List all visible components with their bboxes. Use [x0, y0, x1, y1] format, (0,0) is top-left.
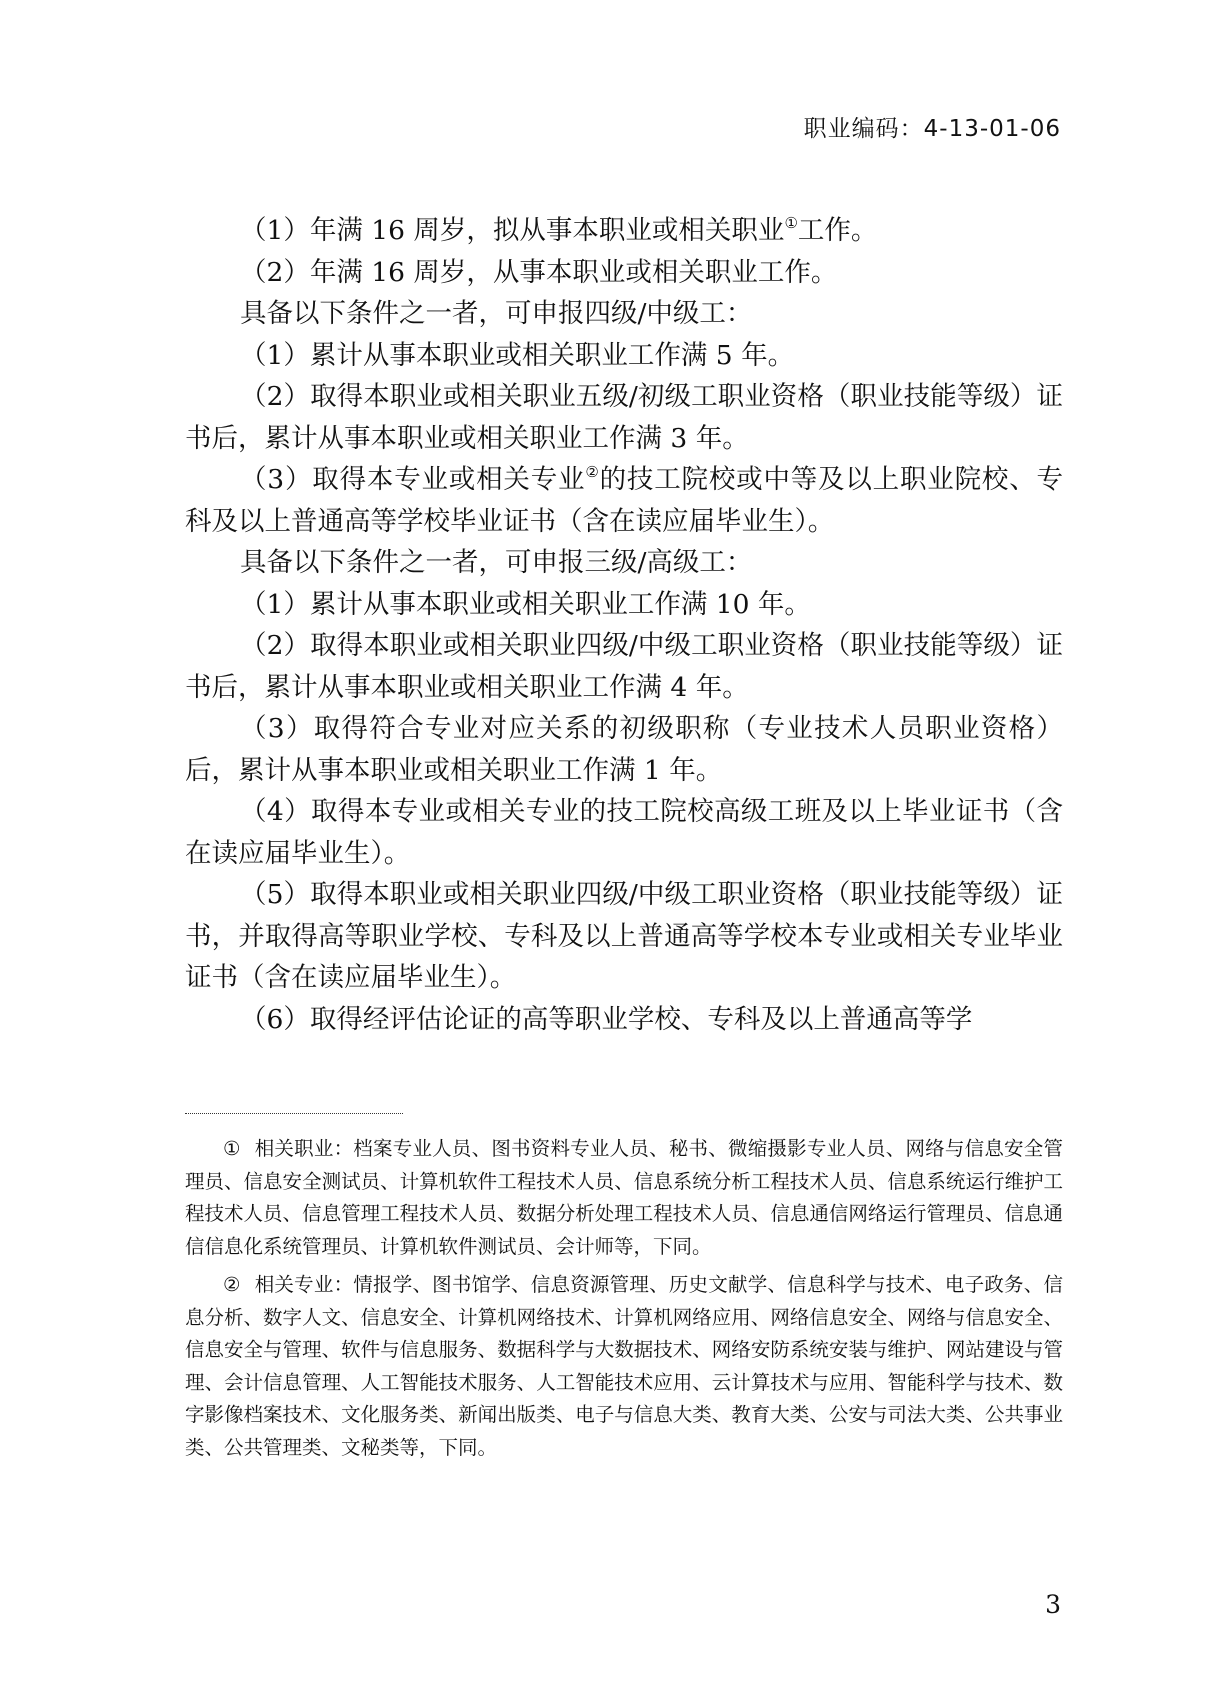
- paragraph: （6）取得经评估论证的高等职业学校、专科及以上普通高等学: [240, 1003, 973, 1035]
- paragraph-text: （3）取得本专业或相关专业: [240, 464, 586, 495]
- paragraph: （3）取得符合专业对应关系的初级职称（专业技术人员职业资格）后，累计从事本职业或相关职业工作满 1 年。: [185, 713, 1063, 786]
- paragraph: 具备以下条件之一者，可申报四级/中级工：: [240, 298, 753, 329]
- footnotes: [185, 1133, 1063, 1470]
- paragraph-text: 的技工院校或中等及以上职业院校、专科及以上普通高等学校毕业证书（含在读应届毕业生）。: [185, 464, 1064, 537]
- paragraph: （1）累计从事本职业或相关职业工作满 5 年。: [240, 339, 795, 371]
- paragraph: （4）取得本专业或相关专业的技工院校高级工班及以上毕业证书（含在读应届毕业生）。: [185, 796, 1063, 869]
- footnote-marker: ①: [223, 1137, 241, 1160]
- body-text: [185, 210, 1063, 1040]
- footnote-1: [185, 1133, 1063, 1263]
- paragraph: （1）累计从事本职业或相关职业工作满 10 年。: [240, 588, 811, 620]
- paragraph: （2）取得本职业或相关职业四级/中级工职业资格（职业技能等级）证书后，累计从事本职业或相关职业工作满 4 年。: [185, 630, 1063, 703]
- paragraph: [185, 459, 1063, 542]
- occupation-code: 职业编码：4-13-01-06: [803, 116, 1061, 142]
- paragraph: [185, 210, 1063, 252]
- footnote-text: 相关专业：情报学、图书馆学、信息资源管理、历史文献学、信息科学与技术、电子政务、信息分析、数字人文、信息安全、计算机网络技术、计算机网络应用、网络信息安全、网络与信息安全、信息安全与管理、软件与信息服务、数据科学与大数据技术、网络安防系统安装与维护、网站建设与管理、会计信息管理、人工智能技术服务、人工智能技术应用、云计算技术与应用、智能科学与技术、数字影像档案技术、文化服务类、新闻出版类、电子与信息大类、教育大类、公安与司法大类、公共事业类、公共管理类、文秘类等，下同。: [185, 1273, 1063, 1459]
- footnote-ref-1[interactable]: ①: [784, 214, 798, 232]
- paragraph: （2）年满 16 周岁，从事本职业或相关职业工作。: [240, 256, 838, 288]
- paragraph-text: （1）年满 16 周岁，拟从事本职业或相关职业: [240, 215, 785, 246]
- footnote-marker: ②: [223, 1273, 241, 1296]
- footnote-2: [185, 1269, 1063, 1464]
- paragraph: （5）取得本职业或相关职业四级/中级工职业资格（职业技能等级）证书，并取得高等职业学校、专科及以上普通高等学校本专业或相关专业毕业证书（含在读应届毕业生）。: [185, 879, 1063, 993]
- page-number: 3: [1045, 1590, 1061, 1619]
- footnote-text: 相关职业：档案专业人员、图书资料专业人员、秘书、微缩摄影专业人员、网络与信息安全管理员、信息安全测试员、计算机软件工程技术人员、信息系统分析工程技术人员、信息系统运行维护工程技术人员、信息管理工程技术人员、数据分析处理工程技术人员、信息通信网络运行管理员、信息通信信息化系统管理员、计算机软件测试员、会计师等，下同。: [185, 1137, 1063, 1258]
- paragraph: 具备以下条件之一者，可申报三级/高级工：: [240, 547, 753, 578]
- footnote-divider: [185, 1113, 403, 1114]
- paragraph-text: 工作。: [797, 215, 878, 246]
- footnote-ref-2[interactable]: ②: [585, 463, 600, 481]
- paragraph: （2）取得本职业或相关职业五级/初级工职业资格（职业技能等级）证书后，累计从事本职业或相关职业工作满 3 年。: [185, 381, 1063, 454]
